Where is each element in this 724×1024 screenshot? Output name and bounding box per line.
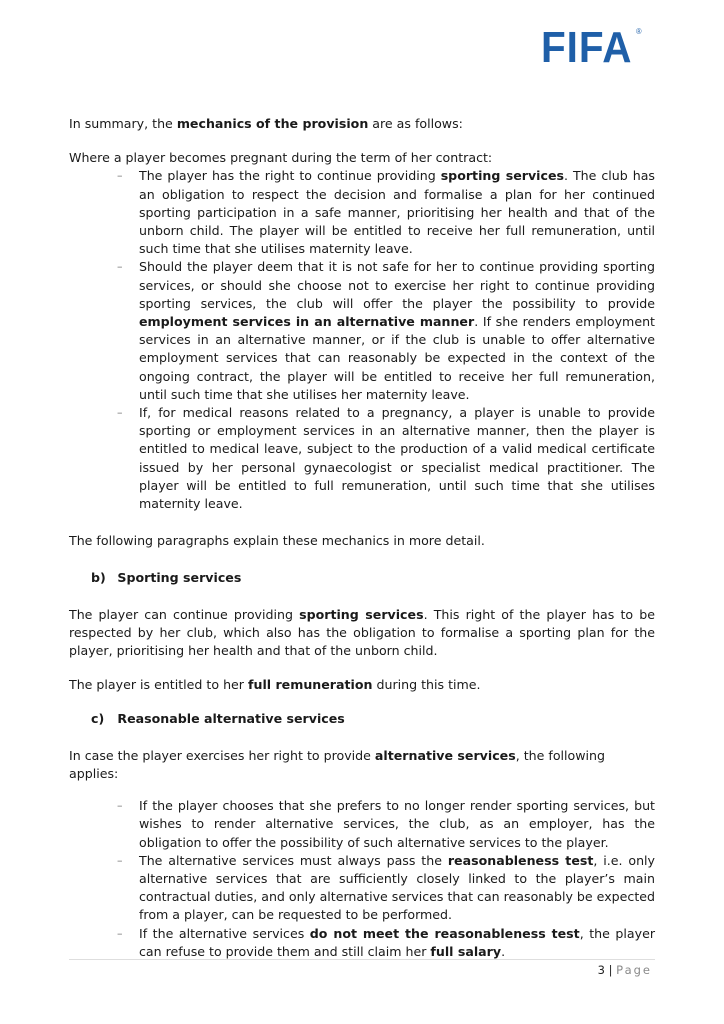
section-c-heading: c) Reasonable alternative services [91, 711, 345, 727]
footer-divider [69, 959, 655, 960]
list-item: – Should the player deem that it is not safe for her to continue providing sporting services, or should she choose not to exercise her right to continue providing sporting services, the club will offer the player the possibility to provide employment services in an alternative manner. If she renders employment services in an alternative manner, or if the club is unable to offer alternative employment services that can reasonably be expected in the context of the ongoing contract, the player will be entitled to receive her full remuneration, until such time that she utilises her maternity leave. [117, 259, 655, 402]
dash-marker: – [117, 853, 123, 867]
list-item: – The player has the right to continue providing sporting services. The club has an obligation to respect the decision and formalise a plan for her continued sporting participation in a safe manner, prioritising her health and that of the unborn child. The player will be entitled to receive her full remuneration, until such time that she utilises maternity leave. [117, 168, 655, 257]
dash-marker: – [117, 169, 123, 183]
section-c-intro: In case the player exercises her right to provide alternative services, the following applies: [69, 747, 606, 781]
mechanics-list [69, 167, 655, 513]
following-paragraph: The following paragraphs explain these mechanics in more detail. [69, 533, 485, 549]
remuneration-paragraph: The player is entitled to her full remuneration during this time. [69, 677, 481, 693]
list-item: – If the player chooses that she prefers to no longer render sporting services, but wishes to render alternative services, the club, as an employer, has the obligation to offer the possibility of such alternative services to the player. [117, 798, 655, 850]
page-number: 3 | Page [597, 963, 652, 977]
dash-marker: – [117, 799, 123, 813]
pregnancy-intro: Where a player becomes pregnant during the term of her contract: [69, 150, 493, 166]
document-body [69, 115, 655, 961]
list-item: – If the alternative services do not meet the reasonableness test, the player can refuse to provide them and still claim her full salary. [117, 925, 655, 959]
dash-marker: – [117, 260, 123, 274]
summary-paragraph: In summary, the mechanics of the provision are as follows: [69, 116, 463, 131]
dash-marker: – [117, 926, 123, 940]
fifa-logo: FIFA ® [541, 23, 642, 72]
dash-marker: – [117, 406, 123, 420]
list-item: – If, for medical reasons related to a pregnancy, a player is unable to provide sporting or employment services in an alternative manner, then the player is entitled to medical leave, subject to the production of a valid medical certificate issued by her personal gynaecologist or specialist medical practitioner. The player will be entitled to full remuneration, until such time that she utilises maternity leave. [117, 405, 655, 512]
alternative-services-list [69, 797, 655, 961]
list-item: – The alternative services must always pass the reasonableness test, i.e. only alternative services that are sufficiently closely linked to the player’s main contractual duties, and only alternative services that can reasonably be expected from a player, can be requested to be performed. [117, 852, 656, 923]
section-b-paragraph: The player can continue providing sporting services. This right of the player has to be respected by her club, which also has the obligation to formalise a sporting plan for the player, prioritising her health and that of the unborn child. [69, 606, 655, 659]
registered-mark: ® [636, 27, 642, 36]
section-b-heading: b) Sporting services [91, 570, 242, 586]
